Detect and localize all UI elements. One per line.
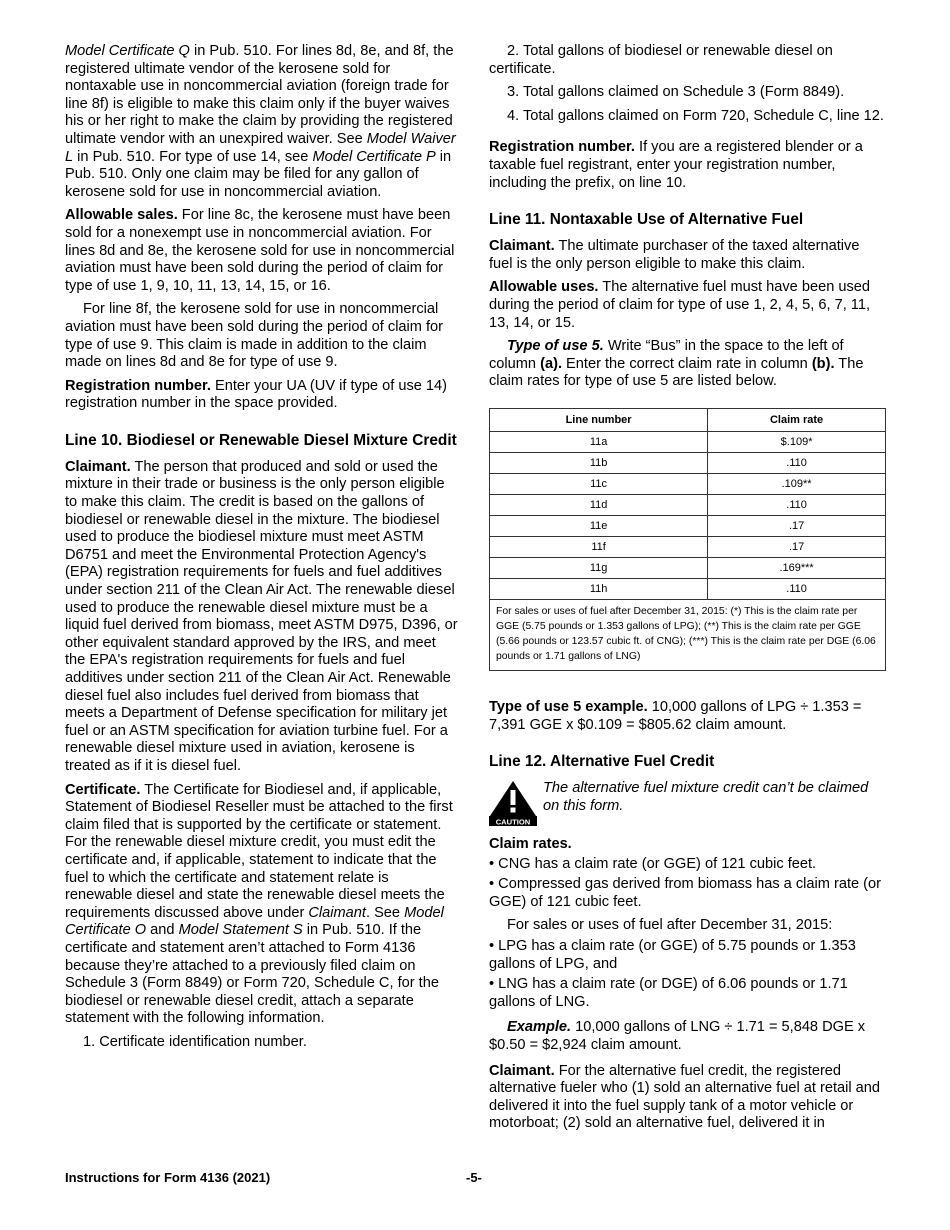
paragraph-claimant-line-11: Claimant. The ultimate purchaser of the taxed alternative fuel is the only person eligible to make this claim.: [489, 238, 860, 272]
heading-line-12: Line 12. Alternative Fuel Credit: [489, 753, 715, 771]
paragraph-model-certificate-q: Model Certificate Q in Pub. 510. For lines 8d, 8e, and 8f, the registered ultimate vendor of the kerosene sold for nontaxable use in noncommercial aviation (foreign trade for line 8f) is eligible to make this claim only if the buyer waives his or her right to make the claim by providing the registered ultimate vendor with an unexpired waiver. See Model Waiver L in Pub. 510. For type of use 14, see Model Certificate P in Pub. 510. Only one claim may be filed for any gallon of kerosene sold for use in noncommercial aviation.: [65, 43, 456, 200]
list-item: • LPG has a claim rate (or GGE) of 5.75 pounds or 1.353 gallons of LPG, and: [489, 938, 856, 972]
list-item: • Compressed gas derived from biomass has a claim rate (or GGE) of 121 cubic feet.: [489, 876, 882, 910]
table-note-row: [490, 599, 886, 670]
page-number: -5-: [466, 1170, 482, 1185]
cell-line-number: 11f: [490, 536, 708, 557]
claim-rates-table: [489, 408, 886, 671]
right-column: [489, 43, 886, 1139]
list-item-3: 3. Total gallons claimed on Schedule 3 (Form 8849).: [507, 84, 845, 101]
table-row: [490, 536, 886, 557]
paragraph-after-2015: For sales or uses of fuel after December 31, 2015:: [507, 917, 833, 934]
paragraph-type-of-use-5-example: Type of use 5 example. 10,000 gallons of LPG ÷ 1.353 = 7,391 GGE x $0.109 = $805.62 claim amount.: [489, 698, 862, 733]
paragraph-line-8f: For line 8f, the kerosene sold for use in noncommercial aviation must have been sold during the period of claim for type of use 9. This claim is made in addition to the claim made on lines 8d and 8e for type of use 9.: [65, 301, 444, 371]
cell-claim-rate: .110: [708, 494, 886, 515]
column-header-line-number: Line number: [490, 408, 708, 431]
table-header-row: [490, 408, 886, 431]
cell-line-number: 11a: [490, 431, 708, 452]
caution-icon: [489, 780, 537, 826]
list-item-4: 4. Total gallons claimed on Form 720, Schedule C, line 12.: [507, 107, 884, 124]
paragraph-allowable-uses: Allowable uses. The alternative fuel must have been used during the period of claim for type of use 1, 2, 4, 5, 6, 7, 11, 13, 14, or 15.: [489, 279, 871, 331]
heading-line-11: Line 11. Nontaxable Use of Alternative Fuel: [489, 211, 804, 229]
cell-line-number: 11b: [490, 452, 708, 473]
paragraph-registration-number-right: Registration number. If you are a registered blender or a taxable fuel registrant, enter your registration number, including the prefix, on line 10.: [489, 139, 863, 191]
table-row: [490, 515, 886, 536]
paragraph-allowable-sales: Allowable sales. For line 8c, the kerosene must have been sold for a nonexempt use in noncommercial aviation. For lines 8d and 8e, the kerosene sold for use in noncommercial aviation must have been sold during the period of claim for type of use 1, 9, 10, 11, 13, 14, 15, or 16.: [65, 207, 455, 294]
table-row: [490, 557, 886, 578]
table-row: [490, 452, 886, 473]
cell-line-number: 11g: [490, 557, 708, 578]
paragraph-registration-number: Registration number. Enter your UA (UV if type of use 14) registration number in the space provided.: [65, 377, 448, 412]
left-column: [65, 43, 459, 1057]
table-row: [490, 431, 886, 452]
cell-claim-rate: .17: [708, 536, 886, 557]
list-item-2: 2. Total gallons of biodiesel or renewable diesel on certificate.: [489, 43, 833, 77]
heading-line-10: Line 10. Biodiesel or Renewable Diesel Mixture Credit: [65, 431, 457, 449]
footer-form-title: Instructions for Form 4136 (2021): [65, 1170, 271, 1185]
cell-claim-rate: .110: [708, 578, 886, 599]
caution-text: The alternative fuel mixture credit can’t be claimed on this form.: [543, 780, 869, 814]
cell-line-number: 11h: [490, 578, 708, 599]
paragraph-claimant-line-12: Claimant. For the alternative fuel credit, the registered alternative fueler who (1) sold an alternative fuel at retail and delivered it into the fuel supply tank of a motor vehicle or motorboat; (2) sold an alternative fuel, delivered it in: [489, 1062, 881, 1132]
cell-claim-rate: .109**: [708, 473, 886, 494]
table-row: [490, 494, 886, 515]
table-footnote: For sales or uses of fuel after December 31, 2015: (*) This is the claim rate per GGE (5.75 pounds or 1.353 gallons of LPG); (**) This is the claim rate per GGE (5.66 pounds or 123.57 cubic ft. of CNG); (***) This is the claim rate per DGE (6.06 pounds or 1.71 gallons of LNG): [490, 599, 886, 670]
list-item-1: 1. Certificate identification number.: [83, 1033, 307, 1050]
claim-rates-heading: Claim rates.: [489, 836, 572, 853]
table-row: [490, 473, 886, 494]
cell-line-number: 11e: [490, 515, 708, 536]
caution-label: CAUTION: [495, 817, 531, 827]
cell-line-number: 11c: [490, 473, 708, 494]
paragraph-example: Example. 10,000 gallons of LNG ÷ 1.71 = 5,848 DGE x $0.50 = $2,924 claim amount.: [489, 1019, 866, 1054]
table-row: [490, 578, 886, 599]
paragraph-type-of-use-5: Type of use 5. Write “Bus” in the space to the left of column (a). Enter the correct claim rate in column (b). The claim rates for type of use 5 are listed below.: [489, 338, 864, 390]
cell-claim-rate: .17: [708, 515, 886, 536]
cell-line-number: 11d: [490, 494, 708, 515]
caution-note: [489, 780, 886, 826]
cell-claim-rate: $.109*: [708, 431, 886, 452]
cell-claim-rate: .110: [708, 452, 886, 473]
paragraph-claimant: Claimant. The person that produced and sold or used the mixture in their trade or business is the only person eligible to make this claim. The credit is based on the gallons of biodiesel or renewable diesel in the mixture. The biodiesel used to produce the biodiesel mixture must meet ASTM D6751 and meet the Environmental Protection Agency's (EPA) registration requirements for fuels and fuel additives under section 211 of the Clean Air Act. The renewable diesel used to produce the renewable diesel mixture must be a liquid fuel derived from biomass, meet ASTM D975, D396, or other equivalent standard approved by the IRS, and meet the EPA's registration requirements for fuels and fuel additives under section 211 of the Clean Air Act. Renewable diesel fuel also includes fuel derived from biomass that meets a Department of Defense specification for military jet fuel or an ASTM specification for aviation turbine fuel. For a renewable diesel mixture used in aviation, kerosene is treated as if it is diesel fuel.: [65, 458, 458, 774]
column-header-claim-rate: Claim rate: [708, 408, 886, 431]
paragraph-certificate: Certificate. The Certificate for Biodiesel and, if applicable, Statement of Biodiesel Reseller must be attached to the first claim filed that is supported by the certificate or statement. For the renewable diesel mixture credit, you must edit the certificate and, if applicable, statement to indicate that the fuel to which the certificate and statement relate is renewable diesel and state the renewable diesel meets the requirements discussed above under Claimant. See Model Certificate O and Model Statement S in Pub. 510. If the certificate and statement aren’t attached to Form 4136 because they’re attached to a previously filed claim on Schedule 3 (Form 8849) or Form 720, Schedule C, for the biodiesel or renewable diesel credit, attach a separate statement with the following information.: [65, 781, 453, 1027]
list-item: • LNG has a claim rate (or DGE) of 6.06 pounds or 1.71 gallons of LNG.: [489, 976, 848, 1010]
list-item: • CNG has a claim rate (or GGE) of 121 cubic feet.: [489, 855, 817, 872]
cell-claim-rate: .169***: [708, 557, 886, 578]
